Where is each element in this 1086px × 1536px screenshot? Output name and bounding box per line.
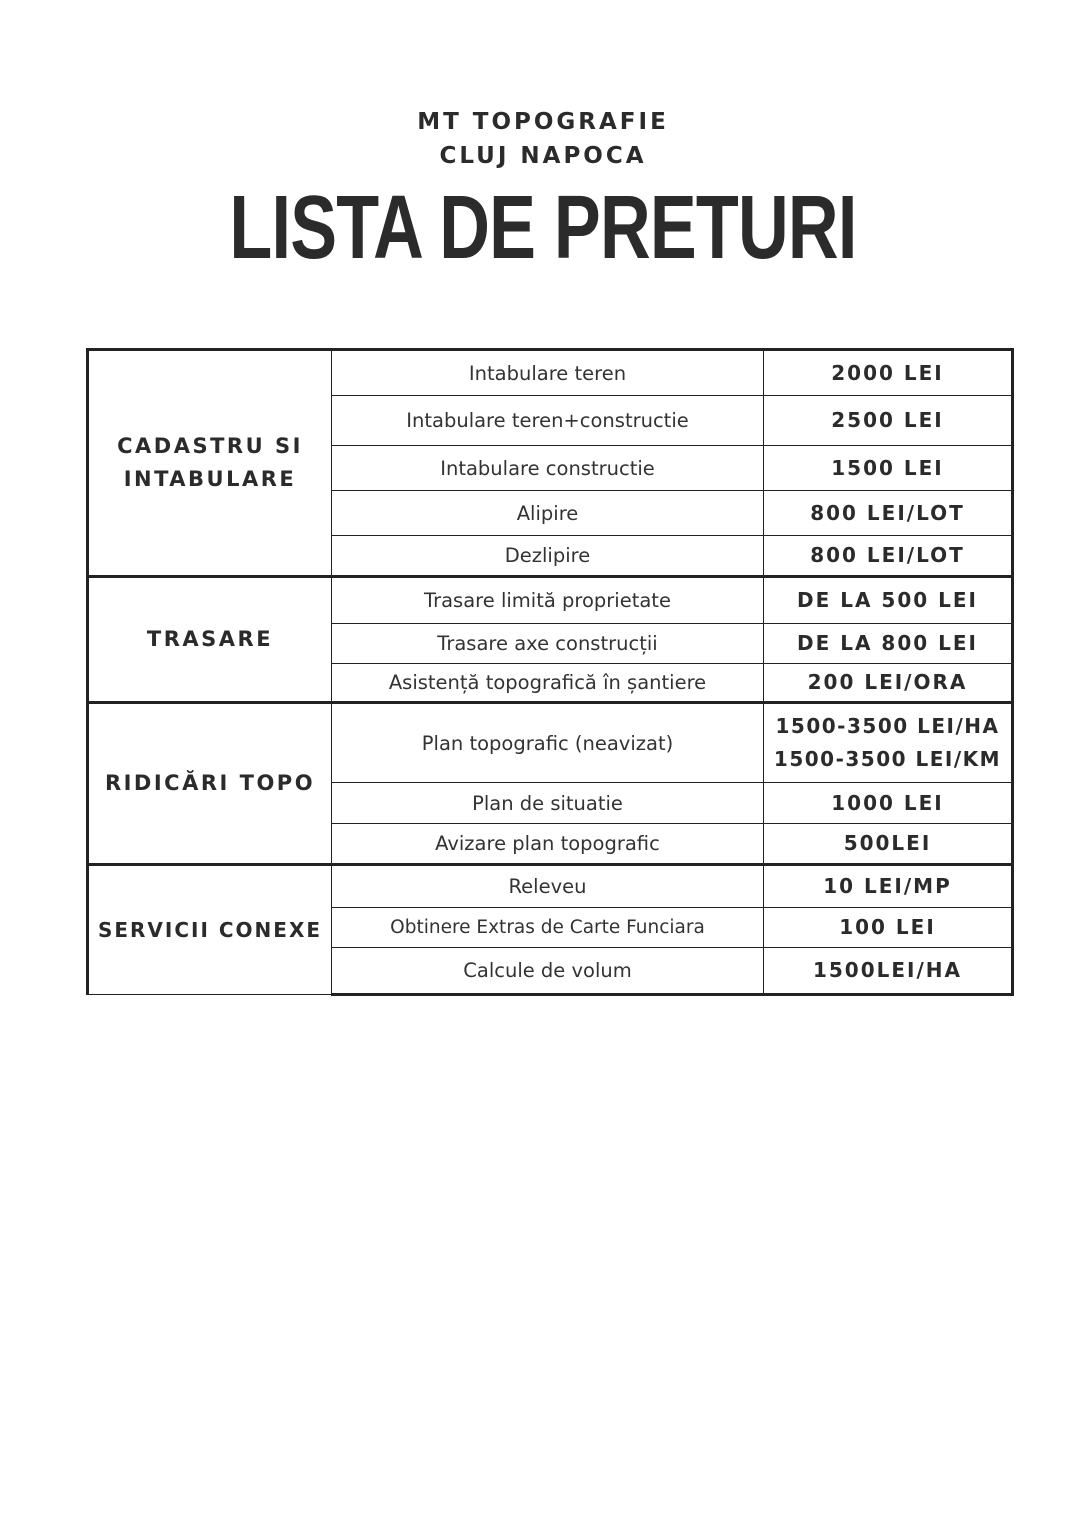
service-price: 2000 LEI — [764, 350, 1013, 396]
service-price: 200 LEI/ORA — [764, 664, 1013, 703]
price-per-km: 1500-3500 LEI/KM — [773, 747, 1002, 771]
service-name: Dezlipire — [332, 536, 764, 577]
service-name: Avizare plan topografic — [332, 824, 764, 865]
price-table — [86, 348, 1014, 996]
page-title: LISTA DE PRETURI — [229, 178, 857, 278]
service-name: Trasare axe construcții — [332, 624, 764, 664]
table-row — [88, 577, 1013, 624]
category-trasare: TRASARE — [88, 577, 332, 703]
category-servicii-conexe: SERVICII CONEXE — [88, 865, 332, 995]
service-name: Intabulare constructie — [332, 446, 764, 491]
category-ridicari-topo: RIDICĂRI TOPO — [88, 703, 332, 865]
service-price: 500LEI — [764, 824, 1013, 865]
service-price: 1500 LEI — [764, 446, 1013, 491]
service-price: 10 LEI/MP — [764, 865, 1013, 908]
service-price: 1500LEI/HA — [764, 948, 1013, 995]
company-city: CLUJ NAPOCA — [439, 143, 647, 169]
service-name: Alipire — [332, 491, 764, 536]
service-price: 800 LEI/LOT — [764, 536, 1013, 577]
service-name: Intabulare teren — [332, 350, 764, 396]
price-per-hectare: 1500-3500 LEI/HA — [775, 714, 1000, 738]
category-cadastru: CADASTRU SI INTABULARE — [88, 350, 332, 577]
service-name: Calcule de volum — [332, 948, 764, 995]
service-name: Trasare limită proprietate — [332, 577, 764, 624]
service-name: Plan topografic (neavizat) — [332, 703, 764, 783]
service-price: 2500 LEI — [764, 396, 1013, 446]
service-name: Asistență topografică în șantiere — [332, 664, 764, 703]
service-name: Obtinere Extras de Carte Funciara — [332, 908, 764, 948]
service-price: 100 LEI — [764, 908, 1013, 948]
service-price: DE LA 500 LEI — [764, 577, 1013, 624]
service-price — [764, 703, 1013, 783]
service-price: 1000 LEI — [764, 783, 1013, 824]
company-name: MT TOPOGRAFIE — [417, 109, 669, 135]
service-price: DE LA 800 LEI — [764, 624, 1013, 664]
service-price: 800 LEI/LOT — [764, 491, 1013, 536]
service-name: Plan de situatie — [332, 783, 764, 824]
service-name: Releveu — [332, 865, 764, 908]
table-row — [88, 703, 1013, 783]
service-name: Intabulare teren+constructie — [332, 396, 764, 446]
table-row — [88, 350, 1013, 396]
table-row — [88, 865, 1013, 908]
